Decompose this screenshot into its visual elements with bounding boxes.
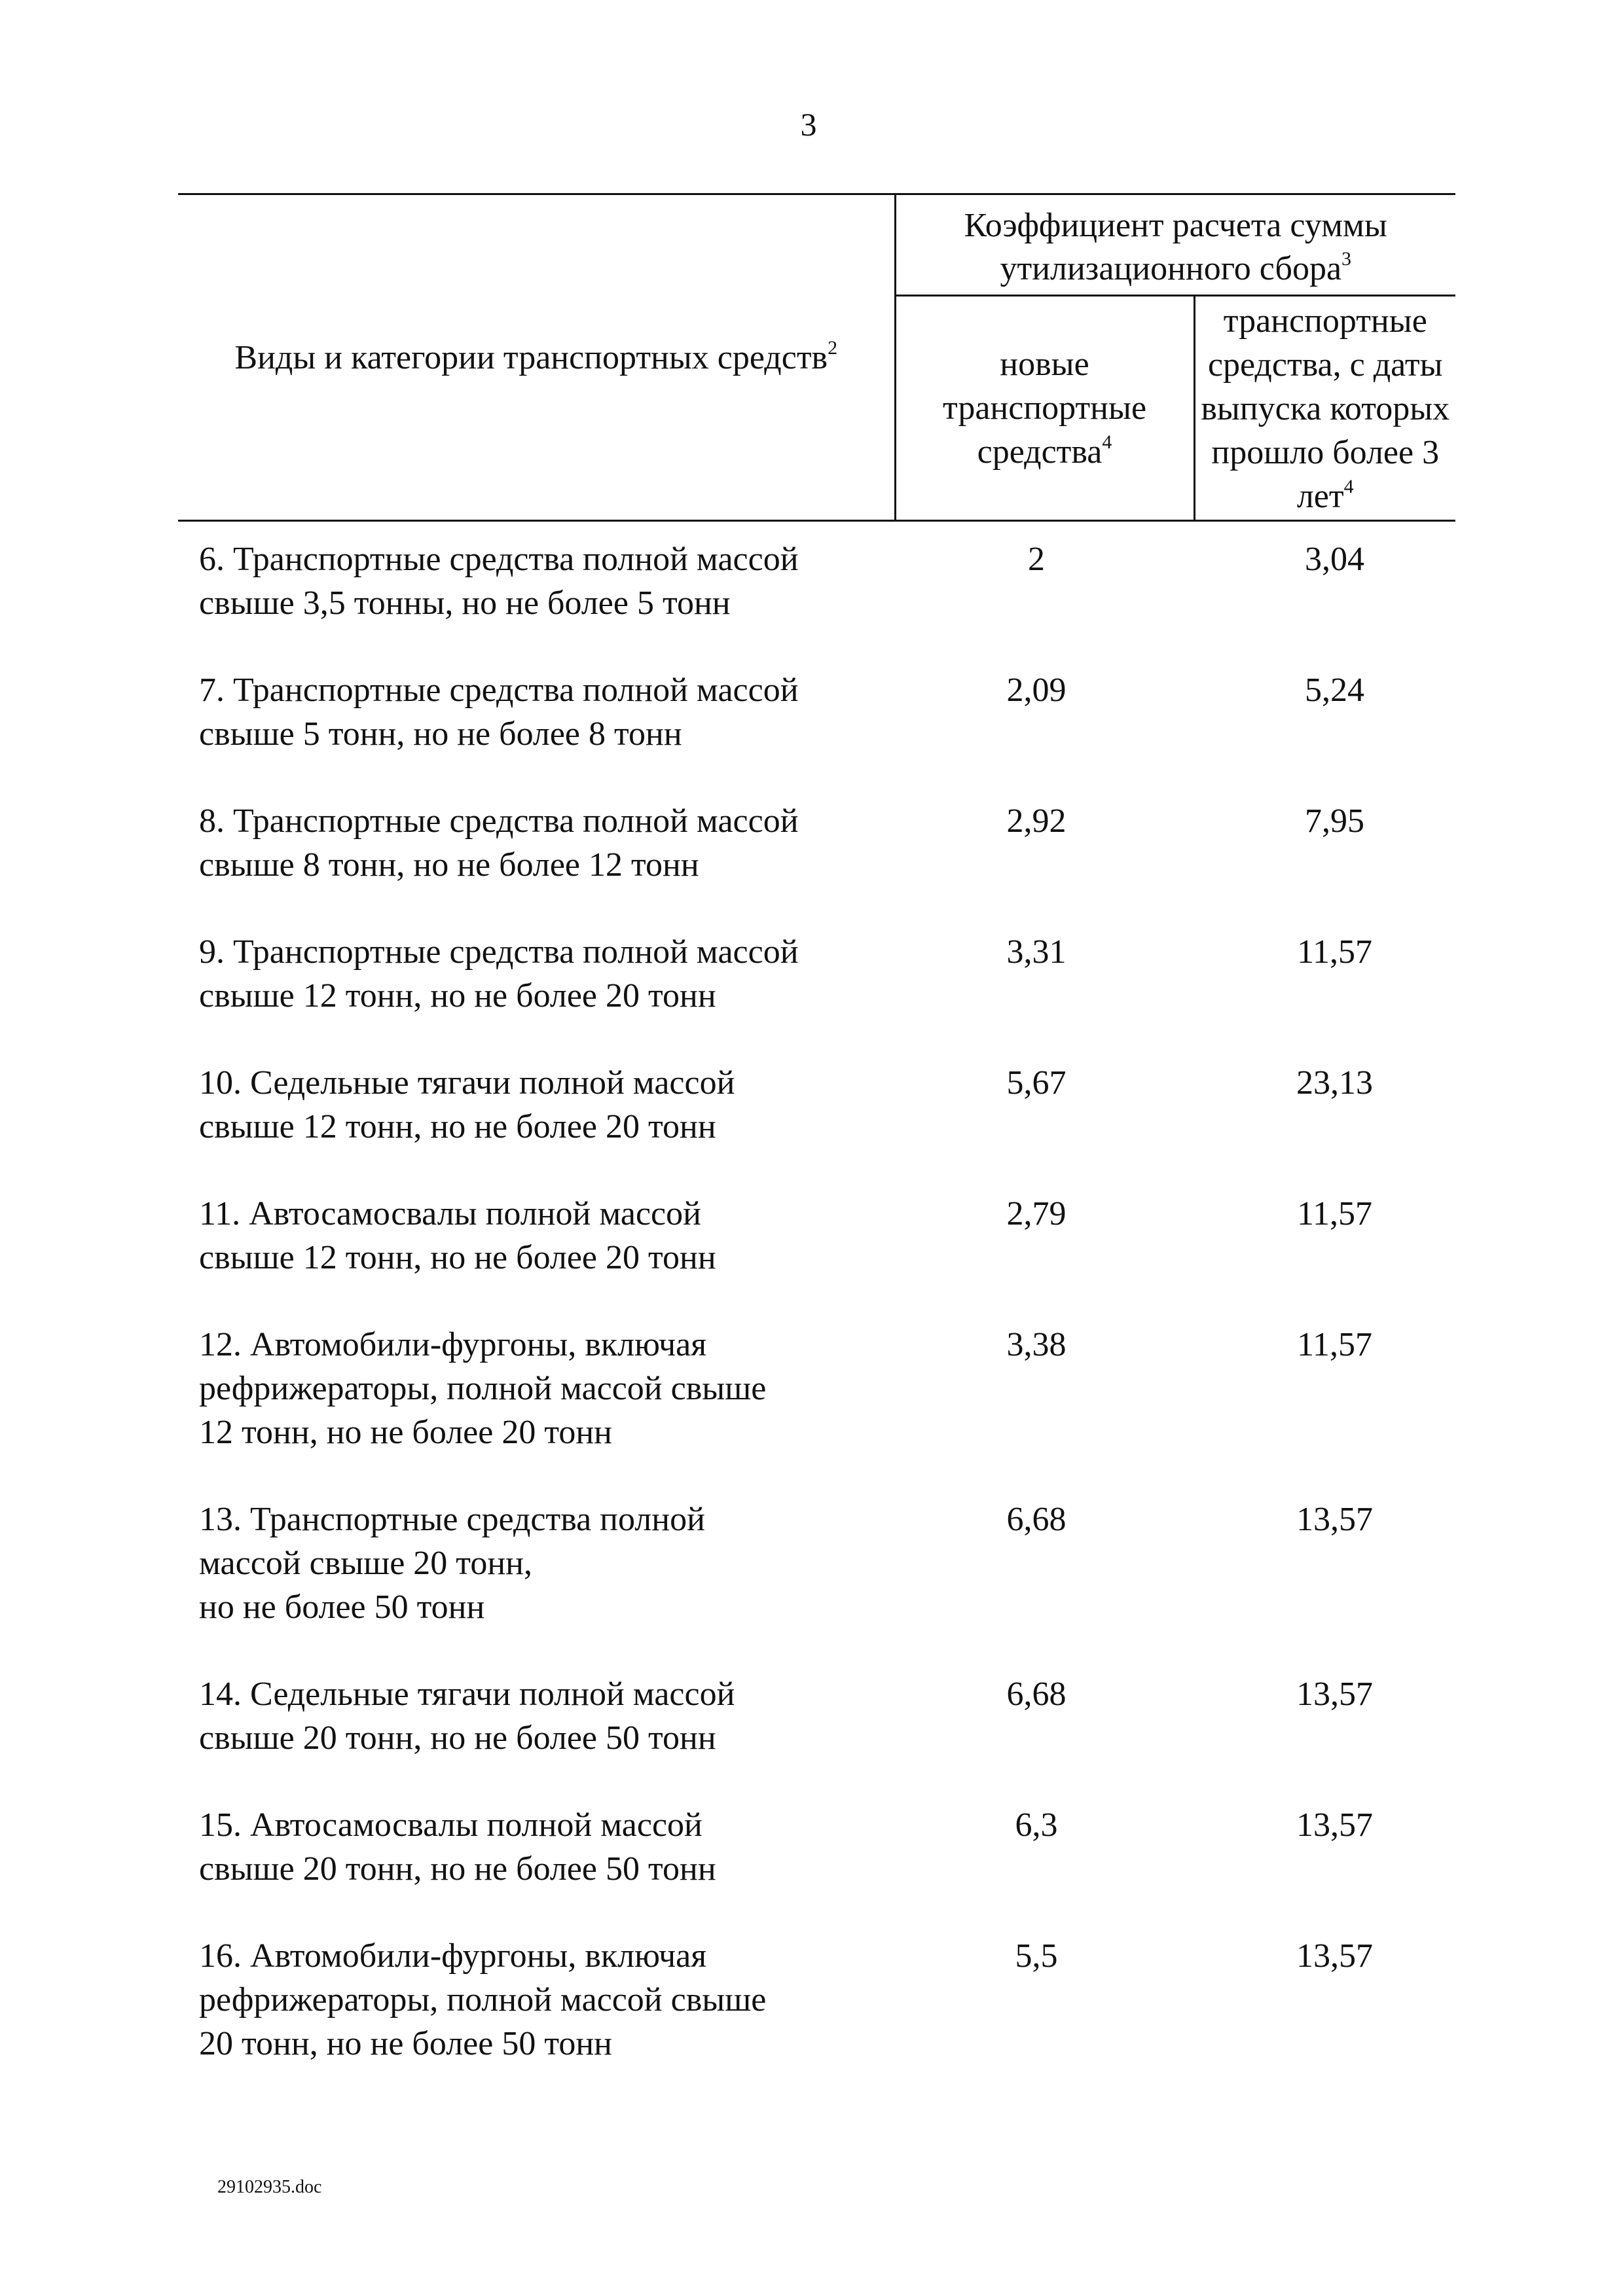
vehicle-category-line: 6. Транспортные средства полной массой [199, 541, 799, 578]
vehicle-category-line: свыше 20 тонн, но не более 50 тонн [199, 1850, 716, 1888]
vehicle-category-line: 10. Седельные тягачи полной массой [199, 1064, 735, 1102]
coef-new-value: 5,5 [1015, 1937, 1058, 1975]
coef-new-value: 2,79 [1006, 1195, 1067, 1232]
table-row [178, 1323, 1455, 1498]
vehicle-category-line: 16. Автомобили-фургоны, включая [199, 1937, 707, 1975]
table-row [178, 1192, 1455, 1323]
header-new-vehicles [895, 296, 1194, 521]
coef-new-value: 3,38 [1006, 1326, 1067, 1363]
header-new-vehicles-label: новые транспортные средства [942, 346, 1147, 471]
vehicle-category [178, 1803, 895, 1934]
vehicle-category-line: 20 тонн, но не более 50 тонн [199, 2025, 613, 2062]
coef-old-value: 11,57 [1296, 933, 1373, 971]
coef-new-value: 2,92 [1006, 802, 1067, 840]
table-header [178, 194, 1455, 521]
coef-old-value: 7,95 [1305, 802, 1364, 840]
footnote-ref-4-old: 4 [1343, 476, 1354, 497]
vehicle-category [178, 1498, 895, 1672]
vehicle-category-line: массой свыше 20 тонн, [199, 1545, 533, 1582]
coef-new-value: 5,67 [1006, 1064, 1067, 1102]
header-vehicle-kind [178, 194, 895, 521]
coef-old-value: 13,57 [1296, 1676, 1373, 1713]
vehicle-category [178, 930, 895, 1061]
vehicle-category [178, 521, 895, 669]
footnote-ref-3: 3 [1341, 248, 1352, 270]
coef-old-value: 23,13 [1296, 1064, 1373, 1102]
vehicle-category-line: 11. Автосамосвалы полной массой [199, 1195, 701, 1232]
table-row [178, 521, 1455, 669]
vehicle-category [178, 668, 895, 799]
coef-new-value: 2,09 [1006, 672, 1067, 709]
header-old-vehicles [1194, 296, 1455, 521]
coef-new-value: 2 [1028, 541, 1045, 578]
vehicle-category-line: но не более 50 тонн [199, 1588, 485, 1626]
vehicle-category-line: свыше 12 тонн, но не более 20 тонн [199, 1239, 716, 1276]
vehicle-category-line: свыше 12 тонн, но не более 20 тонн [199, 977, 716, 1014]
header-coefficient-label: Коэффициент расчета суммы утилизационного сбора [964, 207, 1387, 287]
vehicle-category-line: свыше 3,5 тонны, но не более 5 тонн [199, 584, 731, 622]
coef-new-value: 6,68 [1006, 1676, 1067, 1713]
table-row [178, 668, 1455, 799]
header-old-vehicles-label: транспортные средства, с даты выпуска которых прошло более 3 лет [1201, 302, 1450, 515]
coef-old-value: 13,57 [1296, 1501, 1373, 1538]
header-coefficient [895, 194, 1455, 296]
vehicle-category [178, 1934, 895, 2109]
vehicle-category-line: 12 тонн, но не более 20 тонн [199, 1414, 613, 1451]
document-filename: 29102935.doc [217, 2177, 322, 2197]
page-number: 3 [800, 106, 817, 143]
vehicle-category-line: 14. Седельные тягачи полной массой [199, 1676, 735, 1713]
vehicle-category-line: 12. Автомобили-фургоны, включая [199, 1326, 707, 1363]
coef-old-value: 5,24 [1305, 672, 1364, 709]
footnote-ref-4-new: 4 [1102, 431, 1112, 453]
vehicle-category-line: рефрижераторы, полной массой свыше [199, 1370, 767, 1407]
vehicle-category-line: свыше 8 тонн, но не более 12 тонн [199, 846, 699, 884]
vehicle-category [178, 799, 895, 930]
coef-new-value: 6,68 [1006, 1501, 1067, 1538]
vehicle-category [178, 1672, 895, 1803]
footnote-ref-2: 2 [828, 336, 838, 359]
vehicle-category-line: 13. Транспортные средства полной [199, 1501, 705, 1538]
coef-new-value: 3,31 [1006, 933, 1067, 971]
vehicle-category-line: свыше 12 тонн, но не более 20 тонн [199, 1108, 716, 1145]
vehicle-category-line: 9. Транспортные средства полной массой [199, 933, 799, 971]
table-body [178, 521, 1455, 2109]
table-row [178, 799, 1455, 930]
vehicle-category-line: 15. Автосамосвалы полной массой [199, 1806, 702, 1844]
table-row [178, 1672, 1455, 1803]
vehicle-category-line: свыше 5 тонн, но не более 8 тонн [199, 715, 682, 753]
vehicle-category [178, 1192, 895, 1323]
vehicle-category-line: рефрижераторы, полной массой свыше [199, 1981, 767, 2018]
coef-old-value: 3,04 [1305, 541, 1364, 578]
vehicle-category-line: 7. Транспортные средства полной массой [199, 672, 799, 709]
vehicle-category-line: свыше 20 тонн, но не более 50 тонн [199, 1719, 716, 1757]
table-row [178, 1803, 1455, 1934]
vehicle-category-line: 8. Транспортные средства полной массой [199, 802, 799, 840]
header-vehicle-kind-label: Виды и категории транспортных средств [234, 338, 828, 376]
table-row [178, 1498, 1455, 1672]
table-row [178, 930, 1455, 1061]
table-row [178, 1061, 1455, 1192]
vehicle-category [178, 1061, 895, 1192]
coef-old-value: 13,57 [1296, 1937, 1373, 1975]
coef-new-value: 6,3 [1015, 1806, 1058, 1844]
coef-old-value: 13,57 [1296, 1806, 1373, 1844]
table-row [178, 1934, 1455, 2109]
coef-old-value: 11,57 [1296, 1326, 1373, 1363]
coefficient-table [178, 193, 1455, 2109]
coef-old-value: 11,57 [1296, 1195, 1373, 1232]
vehicle-category [178, 1323, 895, 1498]
